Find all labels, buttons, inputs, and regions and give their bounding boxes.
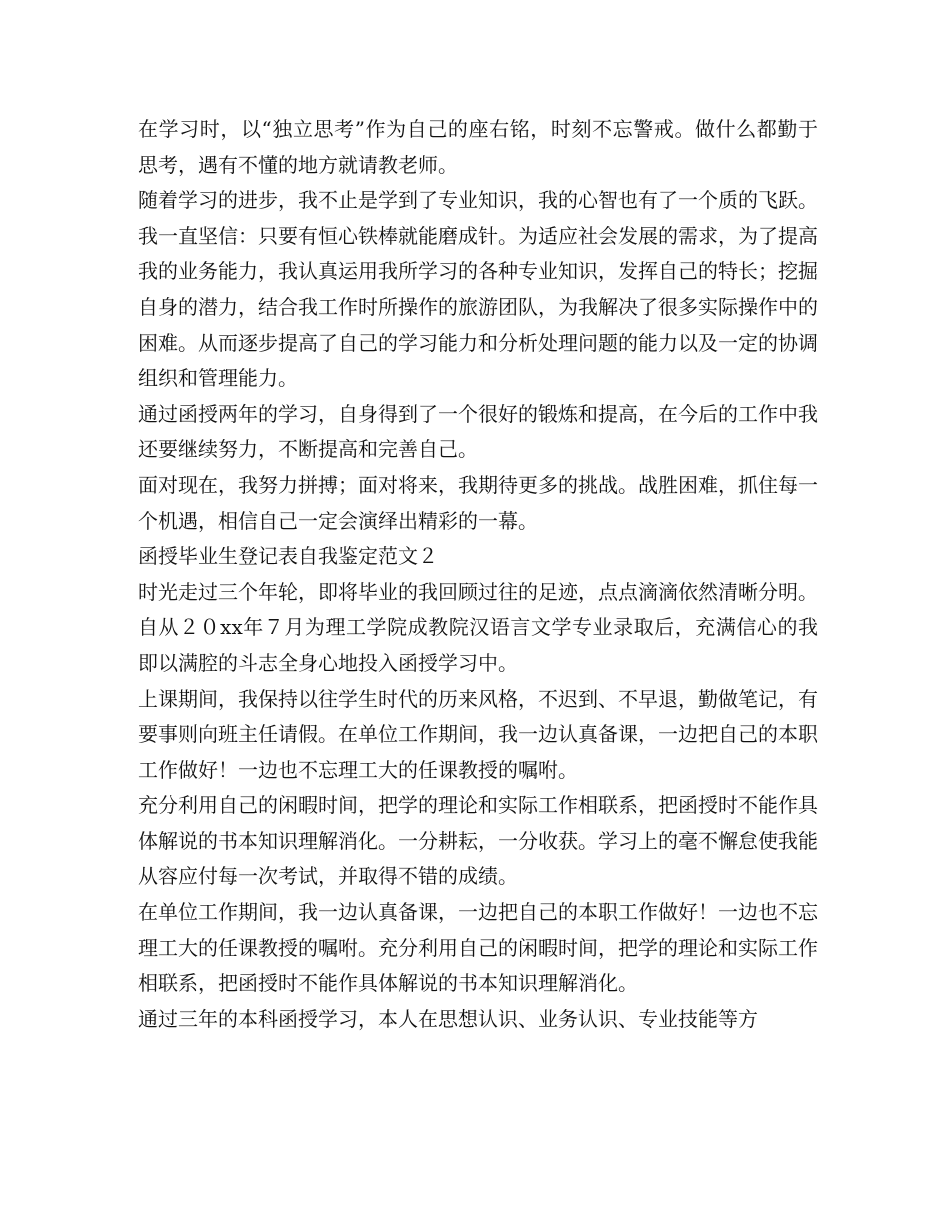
document-body [138, 112, 818, 1037]
paragraph: 上课期间，我保持以往学生时代的历来风格，不迟到、不早退，勤做笔记，有要事则向班主任请假。在单位工作期间，我一边认真备课，一边把自己的本职工作做好！一边也不忘理工大的任课教授的嘱咐。 [138, 686, 818, 782]
paragraph: 在学习时，以“独立思考”作为自己的座右铭，时刻不忘警戒。做什么都勤于思考，遇有不懂的地方就请教老师。 [138, 117, 818, 177]
section-heading: 函授毕业生登记表自我鉴定范文２ [138, 544, 438, 569]
paragraph: 我一直坚信：只要有恒心铁棒就能磨成针。为适应社会发展的需求，为了提高我的业务能力，我认真运用我所学习的各种专业知识，发挥自己的特长；挖掘自身的潜力，结合我工作时所操作的旅游团队，为我解决了很多实际操作中的困难。从而逐步提高了自己的学习能力和分析处理问题的能力以及一定的协调组织和管理能力。 [138, 223, 818, 391]
paragraph: 面对现在，我努力拼搏；面对将来，我期待更多的挑战。战胜困难，抓住每一个机遇，相信自己一定会演绎出精彩的一幕。 [138, 472, 818, 533]
paragraph: 随着学习的进步，我不止是学到了专业知识，我的心智也有了一个质的飞跃。 [138, 188, 818, 213]
paragraph: 自从２０xx年７月为理工学院成教院汉语言文学专业录取后，充满信心的我即以满腔的斗志全身心地投入函授学习中。 [138, 615, 818, 675]
paragraph: 在单位工作期间，我一边认真备课，一边把自己的本职工作做好！一边也不忘理工大的任课教授的嘱咐。充分利用自己的闲暇时间，把学的理论和实际工作相联系，把函授时不能作具体解说的书本知识理解消化。 [138, 900, 818, 996]
paragraph: 通过函授两年的学习，自身得到了一个很好的锻炼和提高，在今后的工作中我还要继续努力，不断提高和完善自己。 [138, 401, 818, 462]
paragraph: 通过三年的本科函授学习，本人在思想认识、业务认识、专业技能等方 [138, 1006, 758, 1031]
paragraph: 充分利用自己的闲暇时间，把学的理论和实际工作相联系，把函授时不能作具体解说的书本知识理解消化。一分耕耘，一分收获。学习上的毫不懈怠使我能从容应付每一次考试，并取得不错的成绩。 [138, 793, 818, 889]
paragraph: 时光走过三个年轮，即将毕业的我回顾过往的足迹，点点滴滴依然清晰分明。 [138, 579, 818, 604]
